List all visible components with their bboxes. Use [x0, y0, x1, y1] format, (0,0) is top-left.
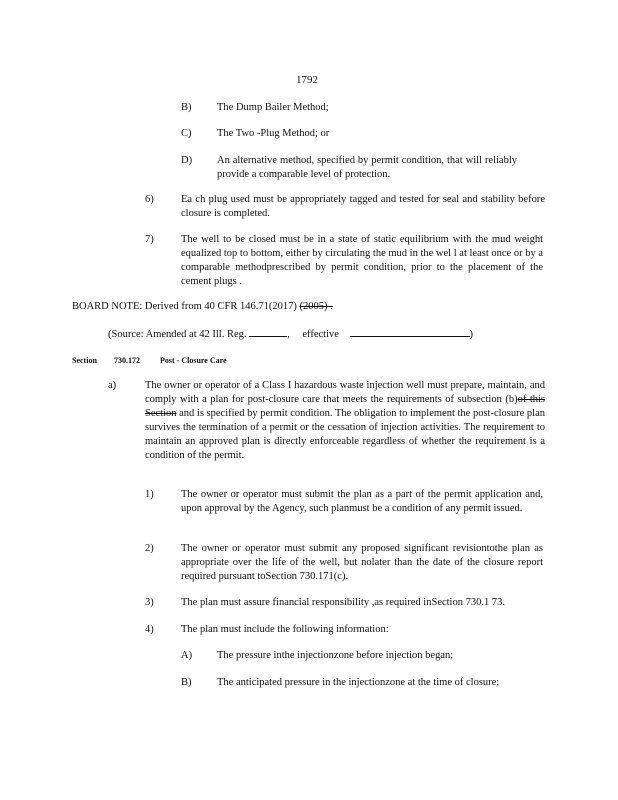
- list-item-text: The pressure inthe injectionzone before injection began;: [217, 650, 454, 661]
- item-label: A): [181, 650, 193, 661]
- list-item-text: Ea ch plug used must be appropriately tagged and tested for seal and stability before closure is completed.: [181, 194, 545, 219]
- section-label: Section: [72, 356, 97, 365]
- source-line: [108, 326, 528, 342]
- struck-text: (2005) .: [299, 301, 333, 312]
- list-item-text: The anticipated pressure in the injectionzone at the time of closure;: [217, 677, 500, 688]
- struck-text: of this Section: [145, 394, 545, 419]
- blank-effective-date: [350, 326, 470, 337]
- item-label: a): [108, 380, 117, 391]
- list-item-text: The well to be closed must be in a state of static equilibrium with the mud weight equalized top to bottom, either by circulating the mud in the wel l at least once or by a comparable methodprescribed by permit condition, prior to the placement of the cement plugs .: [181, 234, 543, 287]
- list-item-text: The owner or operator must submit the plan as a part of the permit application and, upon approval by the Agency, such planmust be a condition of any permit issued.: [181, 489, 543, 514]
- source-comma: ,: [287, 329, 290, 340]
- blank-register-citation: [249, 326, 287, 337]
- list-item-text: The Two -Plug Method; or: [217, 128, 330, 139]
- subsection-a-text: [145, 379, 545, 463]
- item-label: C): [181, 128, 192, 139]
- item-label: D): [181, 155, 193, 166]
- item-label: 4): [145, 624, 154, 635]
- item-label: 1): [145, 489, 154, 500]
- source-effective: effective: [302, 329, 339, 340]
- item-label: 2): [145, 543, 154, 554]
- subsection-a-text-before: The owner or operator of a Class I hazardous waste injection well must prepare, maintain, and comply with a plan for post-closure care that meets the requirements of subsection (b): [145, 380, 545, 405]
- item-label: B): [181, 102, 192, 113]
- subsection-a-text-after: and is specified by permit condition. The obligation to implement the post-closure plan survives the termination of a permit or the cessation of injection activities. The requirement to maintain an approved plan is directly enforceable regardless of whether the requirement is a condition of the permit.: [145, 408, 545, 461]
- list-item-text: The Dump Bailer Method;: [217, 102, 329, 113]
- item-label: 3): [145, 597, 154, 608]
- section-title: Post - Closure Care: [160, 356, 227, 365]
- section-number: 730.172: [114, 356, 140, 365]
- item-label: 6): [145, 194, 154, 205]
- board-note-text: BOARD NOTE: Derived from 40 CFR 146.71(2017): [72, 301, 297, 312]
- list-item-text: The owner or operator must submit any proposed significant revisiontothe plan as appropriate over the life of the well, but nolater than the date of the closure report required pursuant toSection 730.171(c).: [181, 543, 543, 582]
- item-label: B): [181, 677, 192, 688]
- item-label: 7): [145, 234, 154, 245]
- board-note: [72, 300, 492, 314]
- list-item-text: The plan must assure financial responsibility ,as required inSection 730.1 73.: [181, 597, 505, 608]
- page-number: 1792: [296, 74, 318, 86]
- list-item-text: The plan must include the following information:: [181, 624, 389, 635]
- source-prefix: (Source: Amended at 42 Ill. Reg.: [108, 329, 247, 340]
- list-item-text: An alternative method, specified by permit condition, that will reliably provide a comparable level of protection.: [217, 155, 517, 180]
- source-close: ): [469, 329, 474, 340]
